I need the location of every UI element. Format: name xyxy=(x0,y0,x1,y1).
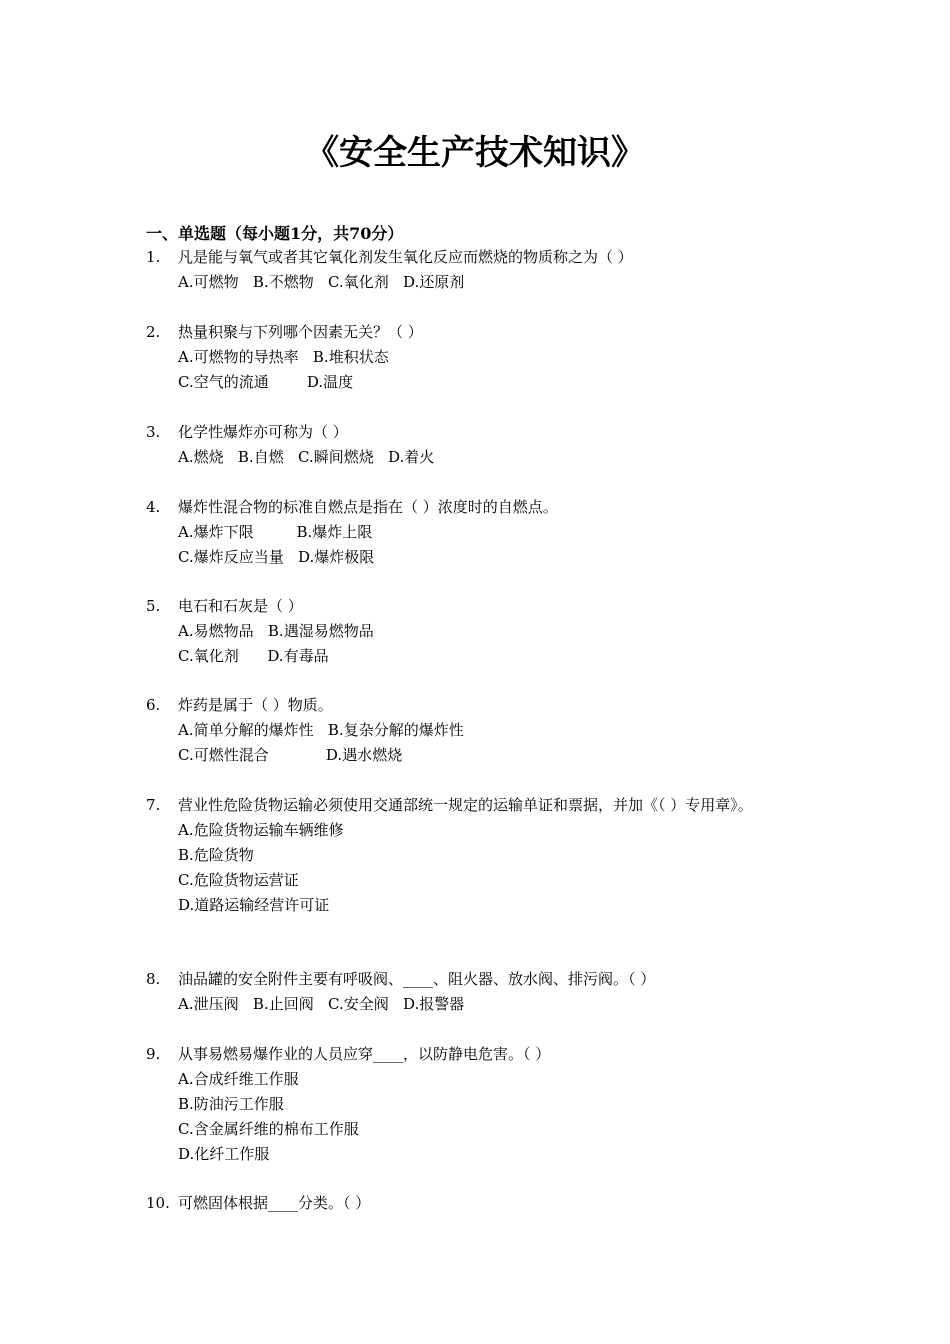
question-number: 6. xyxy=(146,696,161,714)
answer-options-line: C.可燃性混合 D.遇水燃烧 xyxy=(178,746,403,764)
question-item xyxy=(146,793,816,918)
answer-options-line: D.道路运输经营许可证 xyxy=(178,896,330,914)
document-title: 《安全生产技术知识》 xyxy=(305,133,645,173)
answer-options-line: C.氧化剂 D.有毒品 xyxy=(178,647,329,665)
question-item xyxy=(146,967,816,1017)
answer-options-line: C.危险货物运营证 xyxy=(178,871,299,889)
answer-options-line: D.化纤工作服 xyxy=(178,1145,270,1163)
question-stem: 爆炸性混合物的标准自燃点是指在（ ）浓度时的自燃点。 xyxy=(178,498,558,516)
answer-options-line: C.空气的流通 D.温度 xyxy=(178,373,354,391)
question-item xyxy=(146,495,816,570)
question-stem: 油品罐的安全附件主要有呼吸阀、____、阻火器、放水阀、排污阀。（ ） xyxy=(178,970,656,988)
question-number: 5. xyxy=(146,597,161,615)
question-number: 8. xyxy=(146,970,161,988)
question-item xyxy=(146,594,816,669)
question-item xyxy=(146,693,816,768)
answer-options-line: A.泄压阀 B.止回阀 C.安全阀 D.报警器 xyxy=(178,995,465,1013)
answer-options-line: A.爆炸下限 B.爆炸上限 xyxy=(178,523,373,541)
question-number: 9. xyxy=(146,1045,161,1063)
section-heading: 一、单选题（每小题1分，共70分） xyxy=(146,224,404,243)
question-item xyxy=(146,245,816,295)
answer-options-line: C.爆炸反应当量 D.爆炸极限 xyxy=(178,548,375,566)
question-stem: 电石和石灰是（ ） xyxy=(178,597,303,615)
question-stem: 化学性爆炸亦可称为（ ） xyxy=(178,423,348,441)
answer-options-line: C.含金属纤维的棉布工作服 xyxy=(178,1120,359,1138)
question-stem: 可燃固体根据____分类。（ ） xyxy=(178,1194,371,1212)
answer-options-line: A.简单分解的爆炸性 B.复杂分解的爆炸性 xyxy=(178,721,464,739)
question-stem: 凡是能与氧气或者其它氧化剂发生氧化反应而燃烧的物质称之为（ ） xyxy=(178,248,633,266)
question-item xyxy=(146,1042,816,1167)
answer-options-line: A.可燃物的导热率 B.堆积状态 xyxy=(178,348,389,366)
question-item xyxy=(146,420,816,470)
question-item xyxy=(146,1191,816,1216)
answer-options-line: A.易燃物品 B.遇湿易燃物品 xyxy=(178,622,374,640)
answer-options-line: A.合成纤维工作服 xyxy=(178,1070,299,1088)
question-number: 1. xyxy=(146,248,161,266)
answer-options-line: B.防油污工作服 xyxy=(178,1095,284,1113)
question-stem: 热量积聚与下列哪个因素无关？（ ） xyxy=(178,323,423,341)
question-number: 4. xyxy=(146,498,161,516)
question-stem: 炸药是属于（ ）物质。 xyxy=(178,696,333,714)
answer-options-line: A.可燃物 B.不燃物 C.氧化剂 D.还原剂 xyxy=(178,273,465,291)
question-number: 7. xyxy=(146,796,161,814)
question-item xyxy=(146,320,816,395)
question-stem: 从事易燃易爆作业的人员应穿____，以防静电危害。（ ） xyxy=(178,1045,551,1063)
question-number: 2. xyxy=(146,323,161,341)
answer-options-line: A.危险货物运输车辆维修 xyxy=(178,821,344,839)
answer-options-line: A.燃烧 B.自燃 C.瞬间燃烧 D.着火 xyxy=(178,448,435,466)
question-stem: 营业性危险货物运输必须使用交通部统一规定的运输单证和票据，并加《（ ）专用章》。 xyxy=(178,796,753,814)
question-number: 10. xyxy=(146,1194,170,1212)
question-number: 3. xyxy=(146,423,161,441)
answer-options-line: B.危险货物 xyxy=(178,846,254,864)
